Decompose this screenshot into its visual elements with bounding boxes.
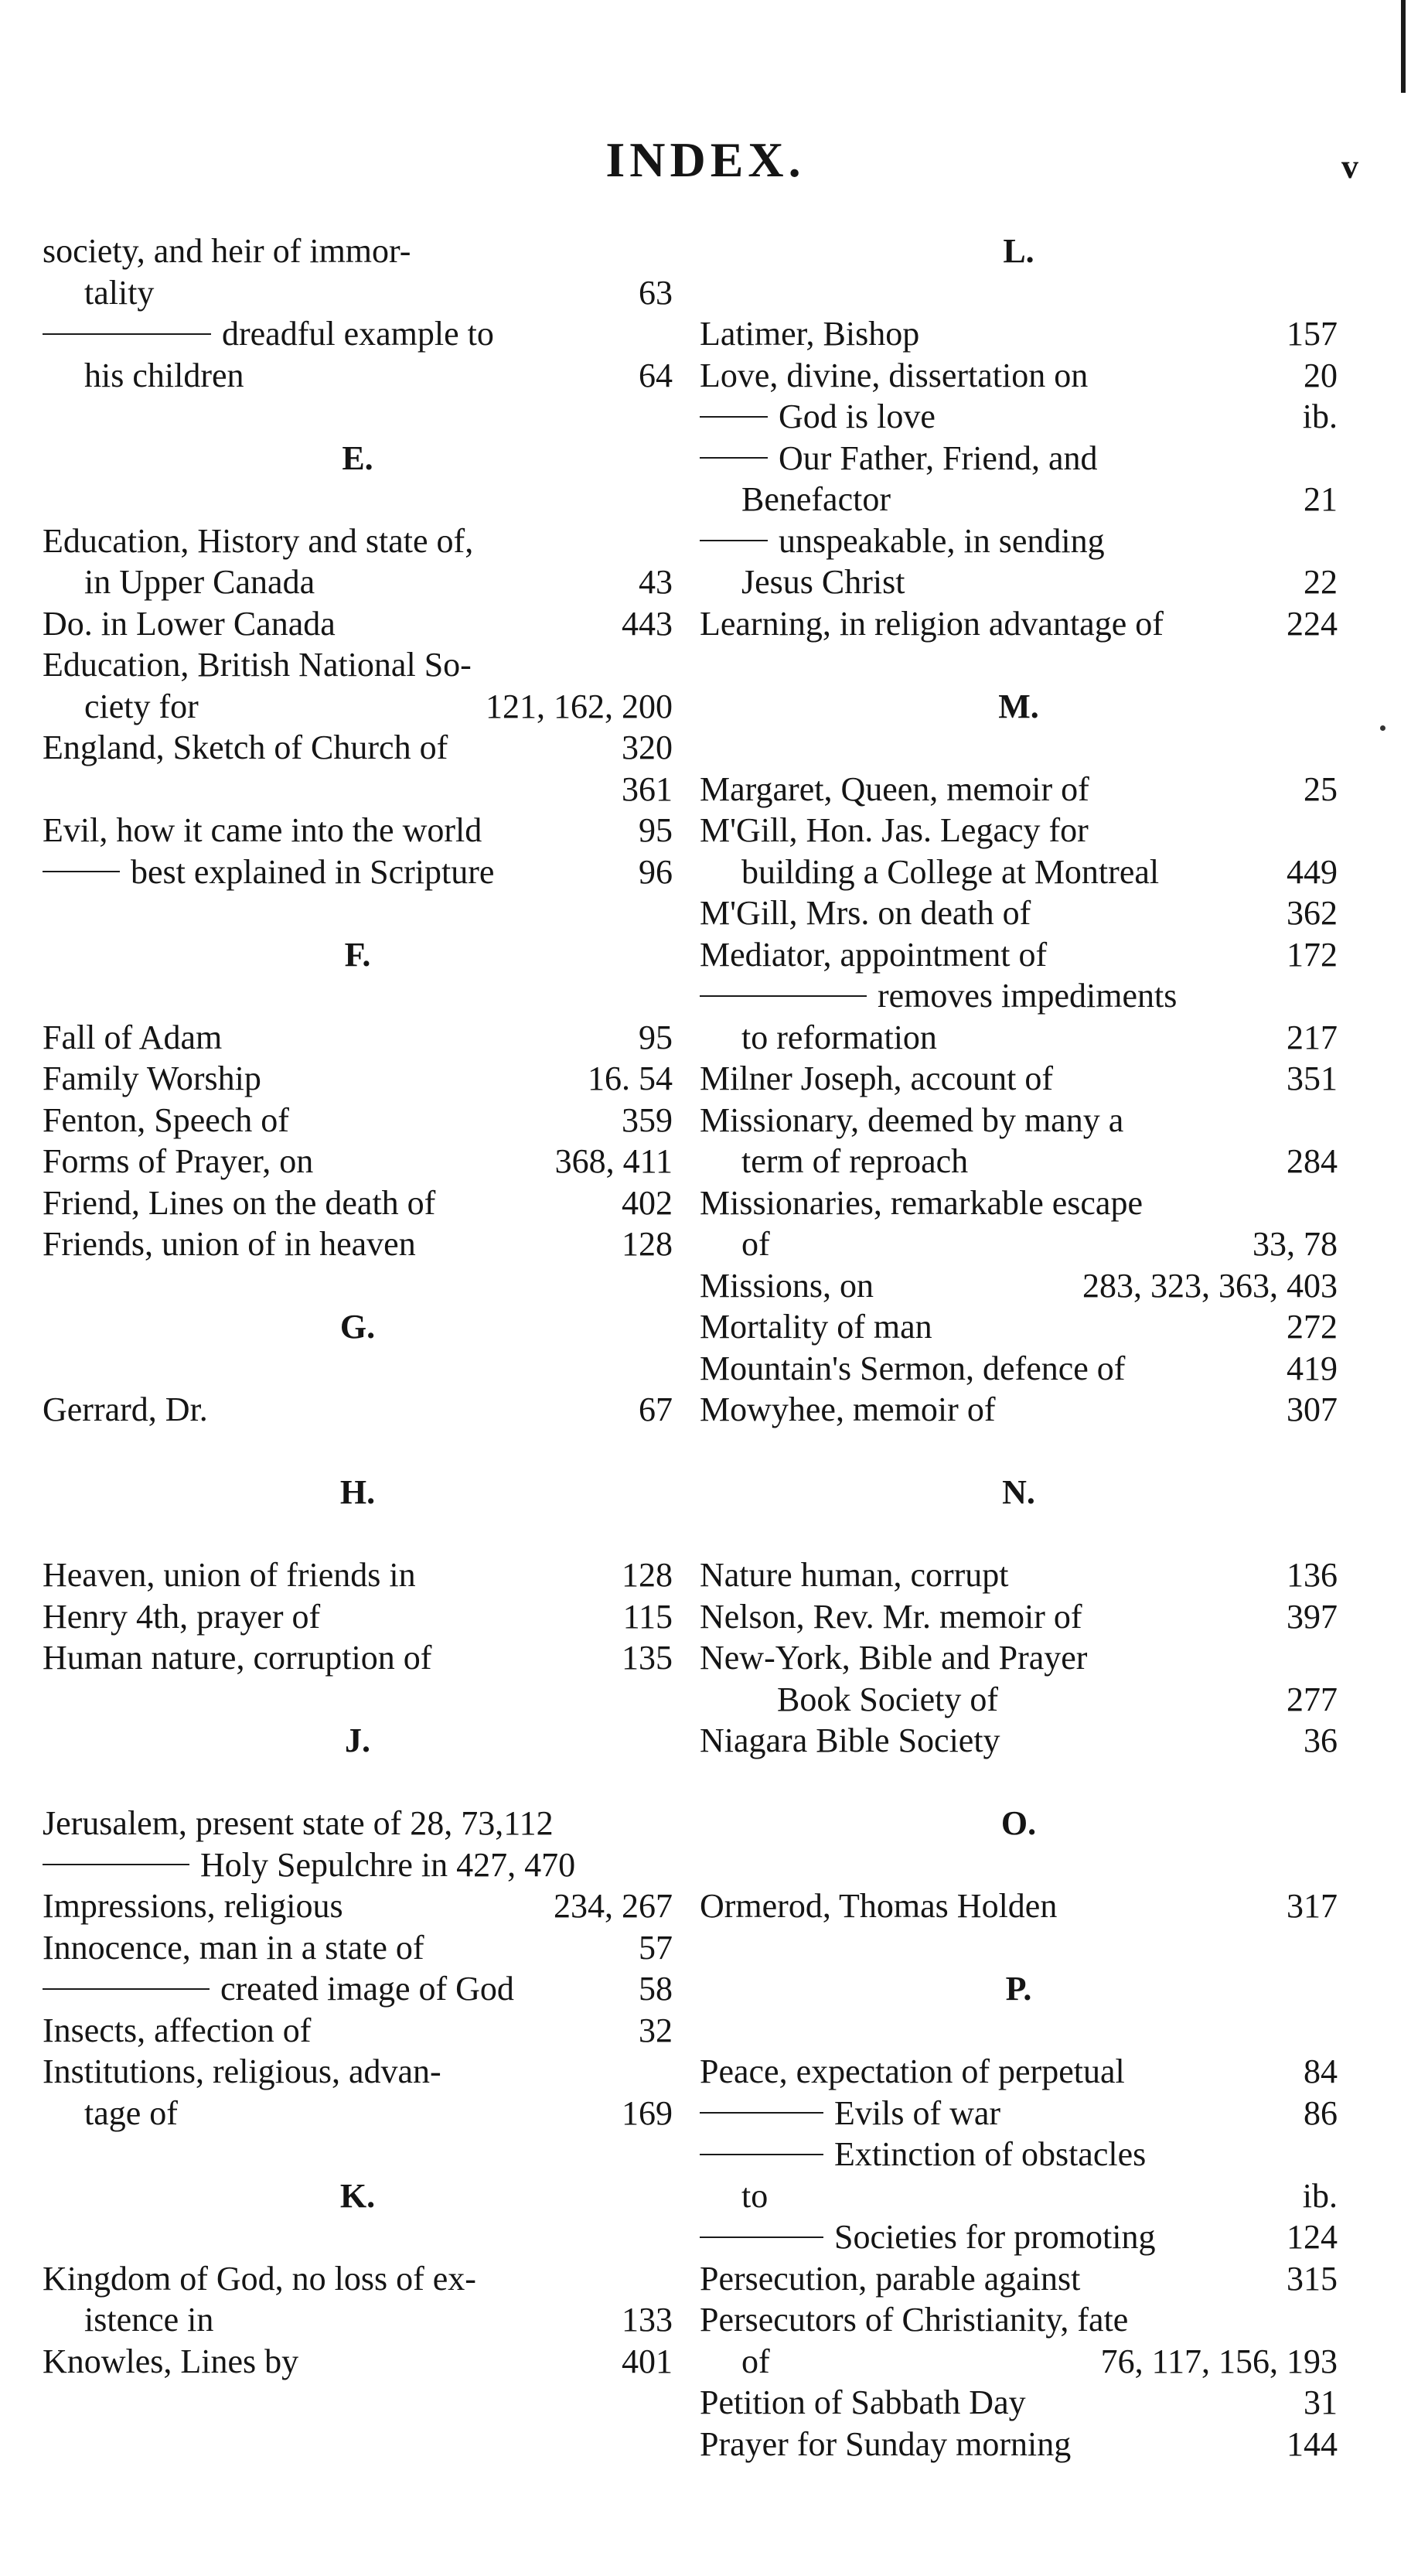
index-entry	[43, 1968, 673, 2010]
entry-pages: 16. 54	[588, 1059, 673, 1097]
index-entry	[43, 2341, 673, 2383]
ditto-dash	[700, 416, 768, 418]
index-entry	[43, 561, 673, 603]
index-entry	[700, 479, 1338, 520]
entry-text: Peace, expectation of perpetual	[700, 2052, 1125, 2090]
entry-text: of	[741, 1225, 770, 1263]
entry-text: Mowyhee, memoir of	[700, 1390, 996, 1428]
entry-pages: 57	[639, 1928, 673, 1967]
entry-pages: 402	[622, 1183, 673, 1222]
entry-text: New-York, Bible and Prayer	[700, 1639, 1088, 1677]
entry-text: Institutions, religious, advan-	[43, 2052, 441, 2090]
ditto-dash	[700, 457, 768, 459]
index-entry	[43, 230, 673, 272]
index-entry	[43, 1803, 673, 1844]
entry-text: Learning, in religion advantage of	[700, 604, 1164, 643]
ditto-dash	[43, 1988, 210, 1990]
index-entry	[43, 1389, 673, 1431]
ditto-dash	[43, 1864, 189, 1865]
entry-text: dreadful example to	[222, 315, 494, 353]
entry-pages: 217	[1287, 1018, 1338, 1056]
entry-text: unspeakable, in sending	[779, 521, 1105, 560]
entry-text: istence in	[84, 2301, 214, 2339]
entry-pages: 84	[1304, 2052, 1338, 2090]
entry-text: Latimer, Bishop	[700, 315, 920, 353]
entry-pages: 401	[622, 2342, 673, 2380]
index-entry	[700, 934, 1338, 976]
entry-text: Friend, Lines on the death of	[43, 1183, 436, 1222]
index-entry	[700, 2382, 1338, 2424]
entry-text: Nature human, corrupt	[700, 1556, 1009, 1594]
entry-text: Gerrard, Dr.	[43, 1390, 208, 1428]
index-entry	[700, 603, 1338, 645]
index-entry	[43, 1182, 673, 1224]
index-entry	[43, 2258, 673, 2300]
index-entry	[700, 396, 1338, 438]
entry-pages: 283, 323, 363, 403	[1082, 1266, 1338, 1305]
index-entry	[700, 851, 1338, 893]
entry-text: Friends, union of in heaven	[43, 1225, 416, 1263]
entry-pages: 172	[1287, 935, 1338, 974]
entry-pages: 33, 78	[1253, 1225, 1338, 1263]
entry-text: Jesus Christ	[741, 563, 905, 601]
entry-text: Holy Sepulchre in 427, 470	[200, 1845, 576, 1884]
entry-text: God is love	[779, 397, 936, 435]
index-entry	[700, 438, 1338, 479]
entry-text: Prayer for Sunday morning	[700, 2424, 1072, 2463]
section-heading-p: P.	[1005, 1970, 1032, 2008]
index-entry	[43, 355, 673, 397]
ditto-dash	[700, 2154, 823, 2155]
entry-text: Henry 4th, prayer of	[43, 1597, 321, 1636]
index-entry	[43, 1223, 673, 1265]
entry-pages: ib.	[1302, 397, 1338, 435]
index-entry	[43, 1554, 673, 1596]
ink-speck	[1380, 725, 1385, 731]
entry-text: in Upper Canada	[84, 563, 315, 601]
entry-pages: 36	[1304, 1721, 1338, 1759]
section-heading-j: J.	[345, 1721, 370, 1759]
entry-pages: 95	[639, 1018, 673, 1056]
entry-text: Milner Joseph, account of	[700, 1059, 1053, 1097]
entry-text: Evils of war	[834, 2093, 1001, 2132]
index-entry	[43, 2299, 673, 2341]
entry-text: removes impediments	[878, 977, 1178, 1015]
index-entry	[43, 603, 673, 645]
entry-pages: 31	[1304, 2383, 1338, 2421]
index-entry	[700, 1885, 1338, 1927]
page-number: v	[1341, 148, 1358, 186]
section-heading-e: E.	[342, 438, 373, 477]
index-entry	[43, 520, 673, 562]
index-entry	[700, 1554, 1338, 1596]
index-entry	[700, 1058, 1338, 1100]
section-heading-h: H.	[339, 1473, 376, 1511]
entry-pages: 128	[622, 1225, 673, 1263]
entry-pages: 128	[622, 1556, 673, 1594]
entry-pages: 443	[622, 604, 673, 643]
index-entry	[43, 313, 673, 355]
entry-text: building a College at Montreal	[741, 852, 1160, 891]
ditto-dash	[700, 2112, 823, 2114]
index-entry	[43, 1927, 673, 1969]
section-heading-o: O.	[1000, 1804, 1037, 1842]
index-entry	[43, 644, 673, 686]
entry-text: Heaven, union of friends in	[43, 1556, 416, 1594]
entry-text: Ormerod, Thomas Holden	[700, 1887, 1058, 1925]
index-entry	[700, 1100, 1338, 1141]
entry-text: Fenton, Speech of	[43, 1100, 289, 1139]
section-heading-k: K.	[339, 2176, 376, 2215]
ditto-dash	[700, 540, 768, 541]
entry-text: Jerusalem, present state of 28, 73,112	[43, 1804, 554, 1842]
section-heading-g: G.	[339, 1308, 376, 1346]
entry-text: M'Gill, Mrs. on death of	[700, 894, 1031, 932]
index-entry	[43, 851, 673, 893]
index-entry	[43, 272, 673, 314]
entry-text: England, Sketch of Church of	[43, 728, 448, 766]
entry-pages: 359	[622, 1100, 673, 1139]
entry-text: Knowles, Lines by	[43, 2342, 299, 2380]
entry-pages: 234, 267	[554, 1887, 673, 1925]
entry-text: Missions, on	[700, 1266, 874, 1305]
entry-pages: 58	[639, 1970, 673, 2008]
ditto-dash	[43, 333, 211, 335]
entry-pages: 32	[639, 2011, 673, 2049]
index-entry	[700, 2175, 1338, 2217]
entry-pages: 277	[1287, 1680, 1338, 1718]
index-entry	[700, 355, 1338, 397]
index-entry	[700, 1223, 1338, 1265]
entry-pages: 320	[622, 728, 673, 766]
index-entry	[43, 727, 673, 769]
left-column	[43, 230, 673, 2382]
index-entry	[43, 1637, 673, 1679]
right-column	[700, 230, 1338, 2465]
index-entry	[43, 2010, 673, 2052]
entry-text: Education, History and state of,	[43, 521, 474, 560]
index-entry	[43, 1885, 673, 1927]
entry-text: ciety for	[84, 687, 199, 725]
entry-pages: 121, 162, 200	[486, 687, 673, 725]
ditto-dash	[700, 2237, 823, 2238]
index-entry	[43, 1141, 673, 1182]
index-entry	[700, 892, 1338, 934]
index-entry	[700, 561, 1338, 603]
entry-pages: 272	[1287, 1308, 1338, 1346]
index-entry	[700, 1141, 1338, 1182]
section-heading-m: M.	[998, 687, 1039, 725]
entry-text: Mortality of man	[700, 1308, 932, 1346]
entry-pages: 95	[639, 811, 673, 849]
entry-pages: 144	[1287, 2424, 1338, 2463]
entry-pages: 20	[1304, 356, 1338, 394]
entry-pages: 284	[1287, 1142, 1338, 1180]
entry-pages: 22	[1304, 563, 1338, 601]
index-entry	[700, 520, 1338, 562]
entry-pages: 21	[1304, 480, 1338, 518]
entry-text: Fall of Adam	[43, 1018, 223, 1056]
entry-text: Societies for promoting	[834, 2218, 1156, 2256]
section-heading-n: N.	[1002, 1473, 1035, 1511]
ditto-dash	[43, 871, 120, 872]
entry-text: to reformation	[741, 1018, 937, 1056]
index-entry	[700, 769, 1338, 810]
entry-text: Kingdom of God, no loss of ex-	[43, 2259, 476, 2298]
entry-pages: 25	[1304, 769, 1338, 808]
page-header	[0, 131, 1411, 201]
entry-pages: 315	[1287, 2259, 1338, 2298]
index-entry	[700, 2134, 1338, 2175]
index-entry	[43, 1058, 673, 1100]
entry-text: Nelson, Rev. Mr. memoir of	[700, 1597, 1082, 1636]
entry-pages: 136	[1287, 1556, 1338, 1594]
index-entry	[700, 1679, 1338, 1721]
entry-text: Petition of Sabbath Day	[700, 2383, 1026, 2421]
index-entry	[43, 2051, 673, 2093]
entry-pages: 43	[639, 563, 673, 601]
entry-text: society, and heir of immor-	[43, 232, 411, 270]
index-entry	[43, 686, 673, 728]
entry-pages: 368, 411	[554, 1142, 673, 1180]
index-entry	[700, 810, 1338, 851]
entry-pages: 317	[1287, 1887, 1338, 1925]
index-entry	[700, 2051, 1338, 2093]
index-entry	[700, 1637, 1338, 1679]
entry-pages: 76, 117, 156, 193	[1100, 2342, 1338, 2380]
entry-pages: 449	[1287, 852, 1338, 891]
entry-text: Benefactor	[741, 480, 891, 518]
index-entry	[43, 1017, 673, 1059]
index-entry	[700, 1265, 1338, 1307]
entry-pages: 67	[639, 1390, 673, 1428]
index-entry	[43, 1100, 673, 1141]
entry-text: Extinction of obstacles	[834, 2135, 1147, 2173]
entry-pages: 96	[639, 852, 673, 891]
index-entry	[43, 810, 673, 851]
entry-pages: 157	[1287, 315, 1338, 353]
entry-text: Our Father, Friend, and	[779, 438, 1098, 477]
entry-text: created image of God	[220, 1970, 514, 2008]
entry-text: tality	[84, 273, 155, 312]
entry-pages: 169	[622, 2093, 673, 2132]
entry-text: best explained in Scripture	[131, 852, 495, 891]
index-entry	[700, 975, 1338, 1017]
entry-text: Love, divine, dissertation on	[700, 356, 1089, 394]
entry-text: Education, British National So-	[43, 646, 472, 684]
index-entry	[43, 1596, 673, 1638]
entry-pages: 307	[1287, 1390, 1338, 1428]
entry-text: Margaret, Queen, memoir of	[700, 769, 1089, 808]
page-title: INDEX.	[605, 132, 806, 187]
section-heading-l: L.	[1003, 232, 1034, 270]
entry-text: Persecution, parable against	[700, 2259, 1081, 2298]
entry-text: to	[741, 2176, 769, 2215]
entry-pages: 124	[1287, 2218, 1338, 2256]
entry-pages: 115	[622, 1597, 673, 1636]
index-entry	[700, 1720, 1338, 1762]
entry-pages: ib.	[1302, 2176, 1338, 2215]
index-entry	[700, 1389, 1338, 1431]
entry-text: Forms of Prayer, on	[43, 1142, 314, 1180]
entry-pages: 362	[1287, 894, 1338, 932]
index-entry	[700, 2299, 1338, 2341]
entry-pages: 63	[639, 273, 673, 312]
entry-text: Evil, how it came into the world	[43, 811, 482, 849]
entry-text: Innocence, man in a state of	[43, 1928, 424, 1967]
entry-text: term of reproach	[741, 1142, 969, 1180]
page-edge-line	[1401, 0, 1406, 93]
ditto-dash	[700, 995, 867, 997]
section-heading-f: F.	[344, 935, 371, 974]
index-entry	[700, 1182, 1338, 1224]
entry-text: Niagara Bible Society	[700, 1721, 1000, 1759]
entry-text: Persecutors of Christianity, fate	[700, 2301, 1129, 2339]
index-entry	[700, 2341, 1338, 2383]
index-entry	[700, 1017, 1338, 1059]
index-entry	[700, 1348, 1338, 1390]
entry-text: Mediator, appointment of	[700, 935, 1048, 974]
index-entry	[43, 1844, 673, 1886]
entry-text: of	[741, 2342, 770, 2380]
entry-text: Mountain's Sermon, defence of	[700, 1349, 1126, 1387]
entry-text: tage of	[84, 2093, 178, 2132]
index-entry	[700, 2216, 1338, 2258]
index-entry	[700, 2424, 1338, 2465]
entry-pages: 397	[1287, 1597, 1338, 1636]
entry-text: Missionaries, remarkable escape	[700, 1183, 1143, 1222]
entry-pages: 135	[622, 1639, 673, 1677]
entry-text: his children	[84, 356, 244, 394]
entry-text: Book Society of	[777, 1680, 998, 1718]
index-entry	[700, 1306, 1338, 1348]
entry-text: Missionary, deemed by many a	[700, 1100, 1124, 1139]
index-entry	[43, 769, 673, 810]
index-entry	[700, 2258, 1338, 2300]
entry-pages: 224	[1287, 604, 1338, 643]
entry-pages: 419	[1287, 1349, 1338, 1387]
index-entry	[700, 313, 1338, 355]
entry-pages: 86	[1304, 2093, 1338, 2132]
index-entry	[700, 1596, 1338, 1638]
entry-text: Family Worship	[43, 1059, 261, 1097]
entry-pages: 133	[622, 2301, 673, 2339]
entry-text: Human nature, corruption of	[43, 1639, 432, 1677]
index-entry	[43, 2093, 673, 2134]
index-entry	[700, 2093, 1338, 2134]
entry-pages: 351	[1287, 1059, 1338, 1097]
entry-text: Insects, affection of	[43, 2011, 312, 2049]
entry-text: Impressions, religious	[43, 1887, 343, 1925]
entry-text: Do. in Lower Canada	[43, 604, 336, 643]
entry-text: M'Gill, Hon. Jas. Legacy for	[700, 811, 1089, 849]
entry-pages: 361	[622, 769, 673, 808]
entry-pages: 64	[639, 356, 673, 394]
